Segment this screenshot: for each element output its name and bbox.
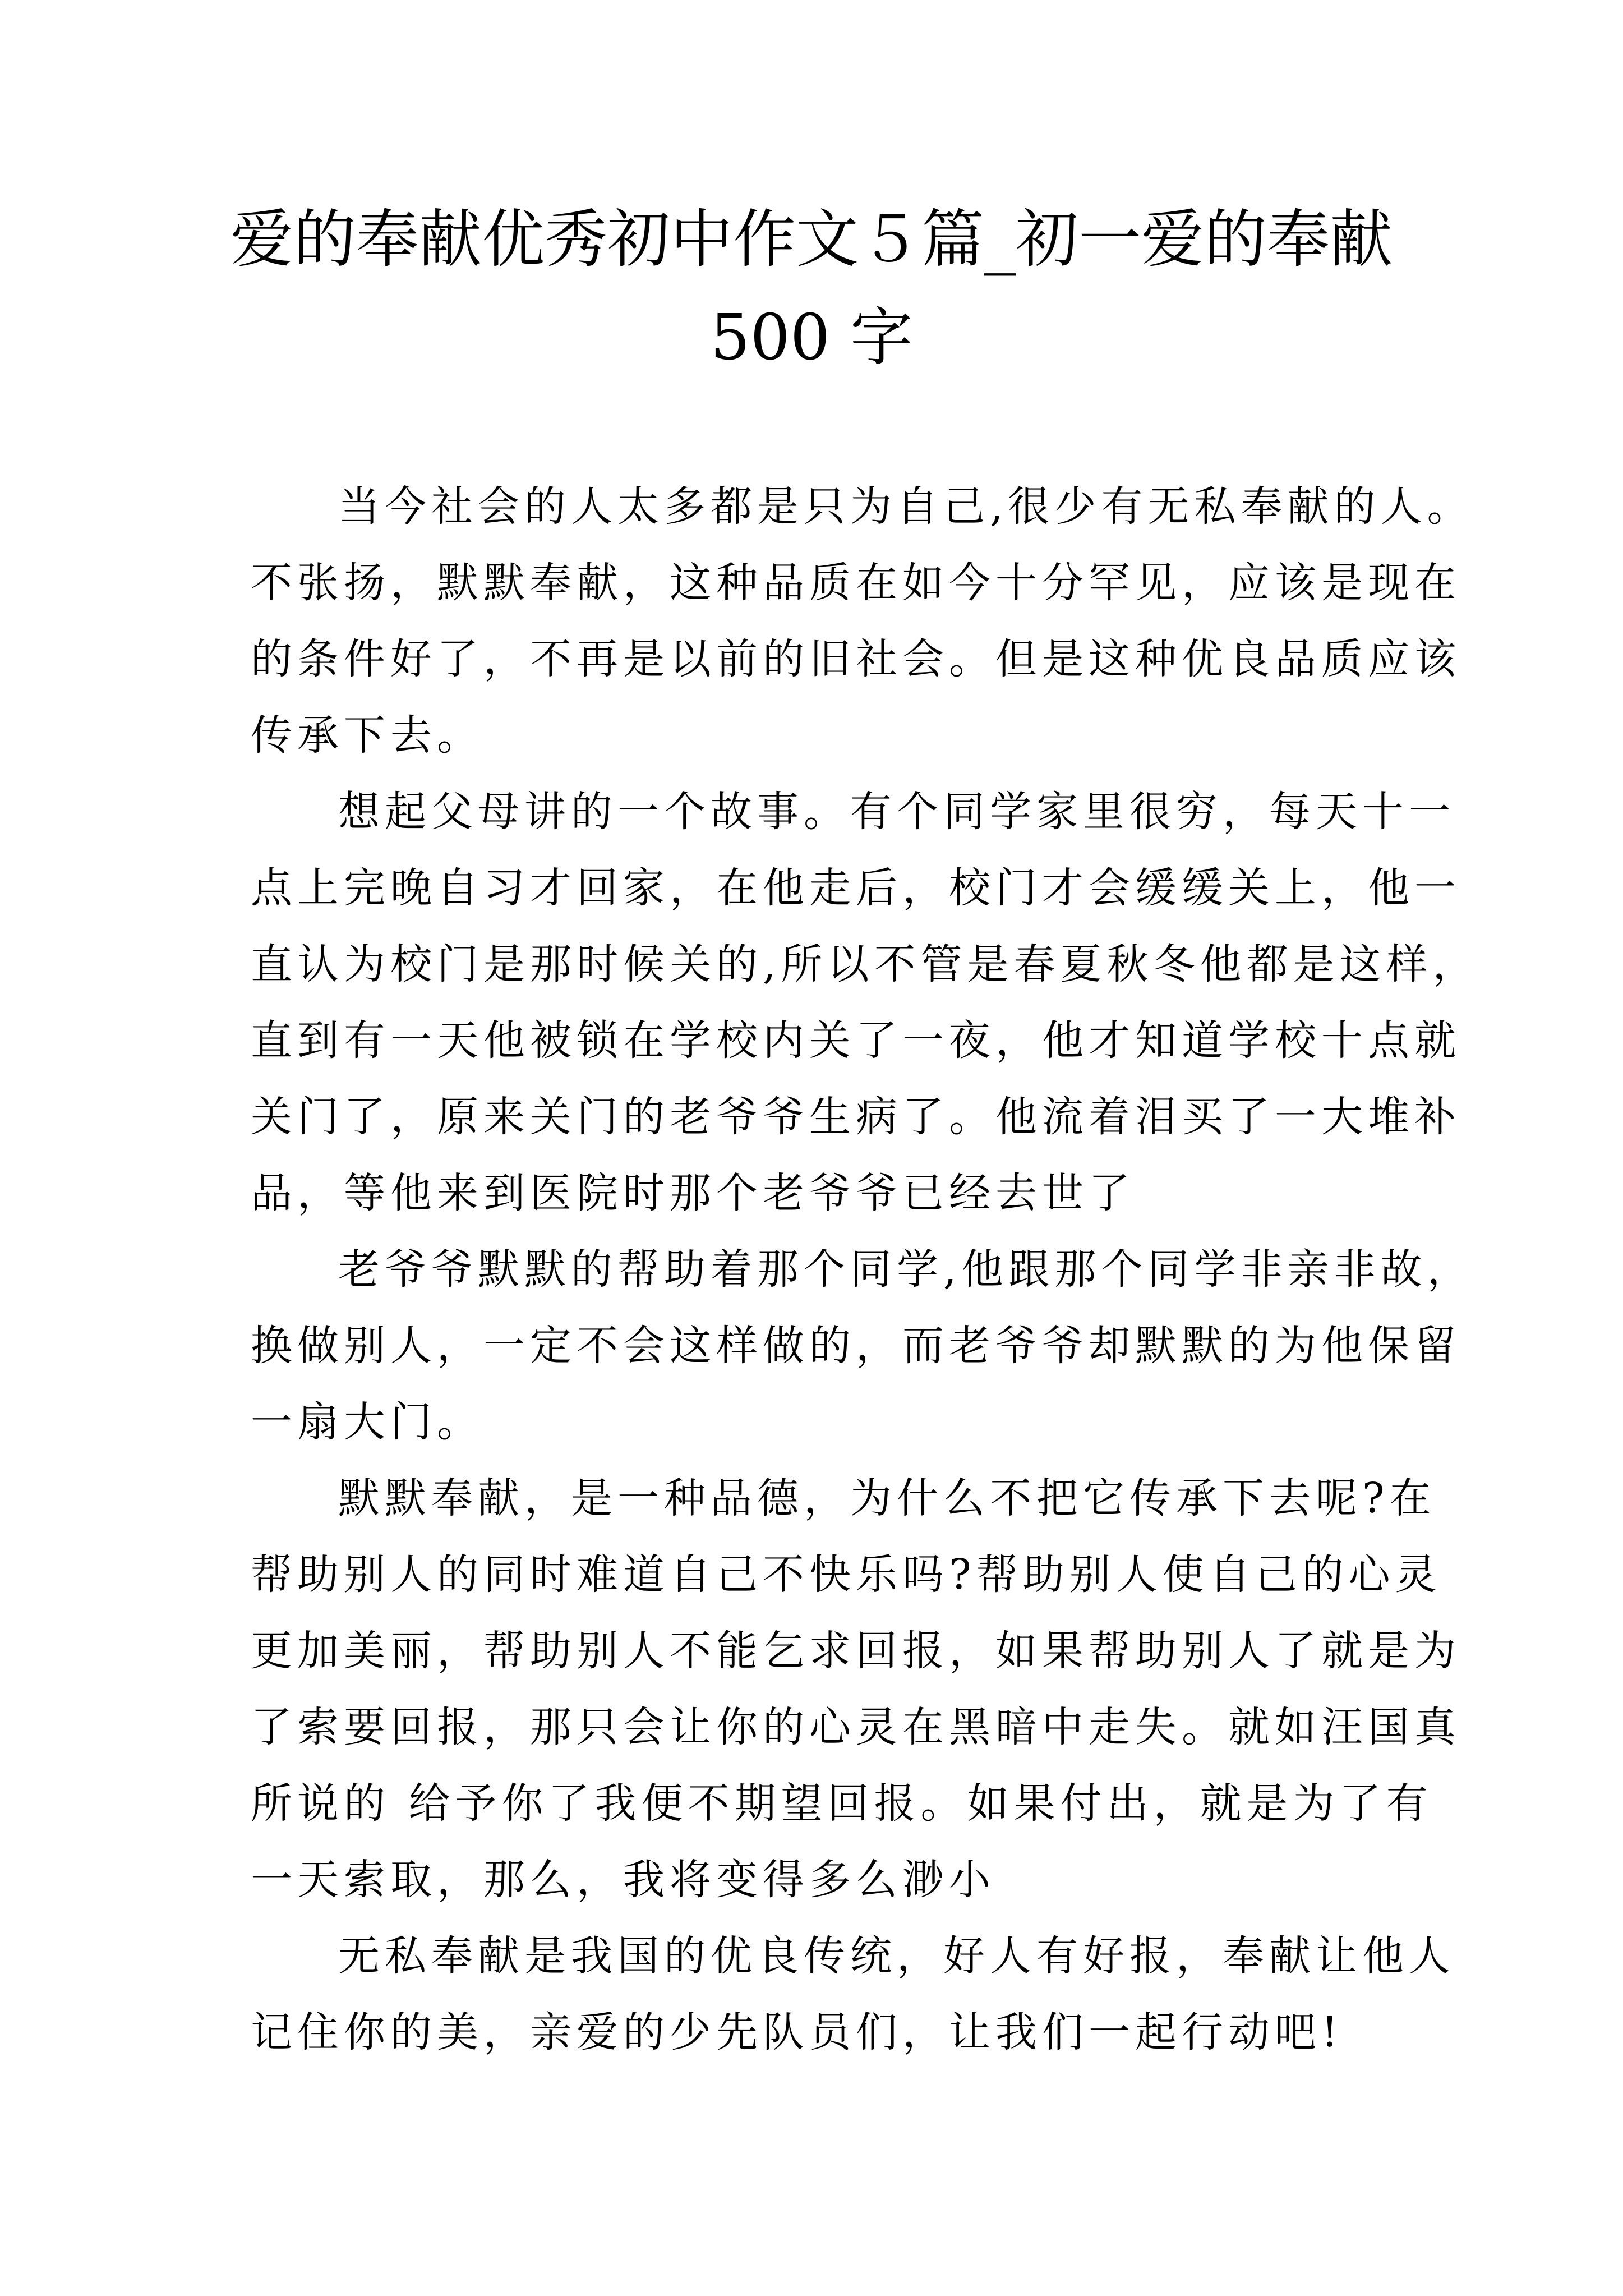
- paragraph: [251, 1231, 1474, 1460]
- text-line: 一天索取，那么，我将变得多么渺小: [251, 1856, 995, 1904]
- document-body: [251, 468, 1479, 2070]
- text-line: 直认为校门是那时候关的,所以不管是春夏秋冬他都是这样，: [251, 940, 1479, 988]
- text-line: 老爷爷默默的帮助着那个同学,他跟那个同学非亲非故，: [338, 1245, 1474, 1294]
- title-line: 500 字: [710, 301, 913, 374]
- text-line: 了索要回报，那只会让你的心灵在黑暗中走失。就如汪国真: [251, 1703, 1461, 1751]
- text-line: 换做别人，一定不会这样做的，而老爷爷却默默的为他保留: [251, 1322, 1461, 1370]
- paragraph: [251, 468, 1474, 774]
- text-line: 一扇大门。: [251, 1398, 483, 1446]
- paragraph: [251, 774, 1479, 1231]
- text-line: 默默奉献，是一种品德，为什么不把它传承下去呢?在: [338, 1474, 1436, 1522]
- text-line: 所说的 给予你了我便不期望回报。如果付出，就是为了有: [251, 1779, 1433, 1828]
- text-line: 不张扬，默默奉献，这种品质在如今十分罕见，应该是现在: [251, 559, 1461, 607]
- text-line: 帮助别人的同时难道自己不快乐吗?帮助别人使自己的心灵: [251, 1550, 1442, 1599]
- text-line: 无私奉献是我国的优良传统，好人有好报，奉献让他人: [338, 1932, 1455, 1980]
- text-line: 当今社会的人太多都是只为自己,很少有无私奉献的人。: [338, 482, 1474, 531]
- paragraph: [251, 1918, 1455, 2070]
- text-line: 的条件好了，不再是以前的旧社会。但是这种优良品质应该: [251, 635, 1461, 683]
- text-line: 传承下去。: [251, 711, 483, 760]
- text-line: 更加美丽，帮助别人不能乞求回报，如果帮助别人了就是为: [251, 1627, 1461, 1675]
- document-title: [213, 191, 1410, 387]
- text-line: 想起父母讲的一个故事。有个同学家里很穷，每天十一: [338, 788, 1455, 836]
- text-line: 直到有一天他被锁在学校内关了一夜，他才知道学校十点就: [251, 1016, 1461, 1065]
- title-line: 爱的奉献优秀初中作文５篇_初一爱的奉献: [230, 203, 1393, 276]
- text-line: 品，等他来到医院时那个老爷爷已经去世了: [251, 1169, 1135, 1217]
- text-line: 关门了，原来关门的老爷爷生病了。他流着泪买了一大堆补: [251, 1093, 1461, 1141]
- text-line: 记住你的美，亲爱的少先队员们，让我们一起行动吧!: [251, 2008, 1343, 2056]
- text-line: 点上完晚自习才回家，在他走后，校门才会缓缓关上，他一: [251, 864, 1461, 912]
- paragraph: [251, 1460, 1461, 1918]
